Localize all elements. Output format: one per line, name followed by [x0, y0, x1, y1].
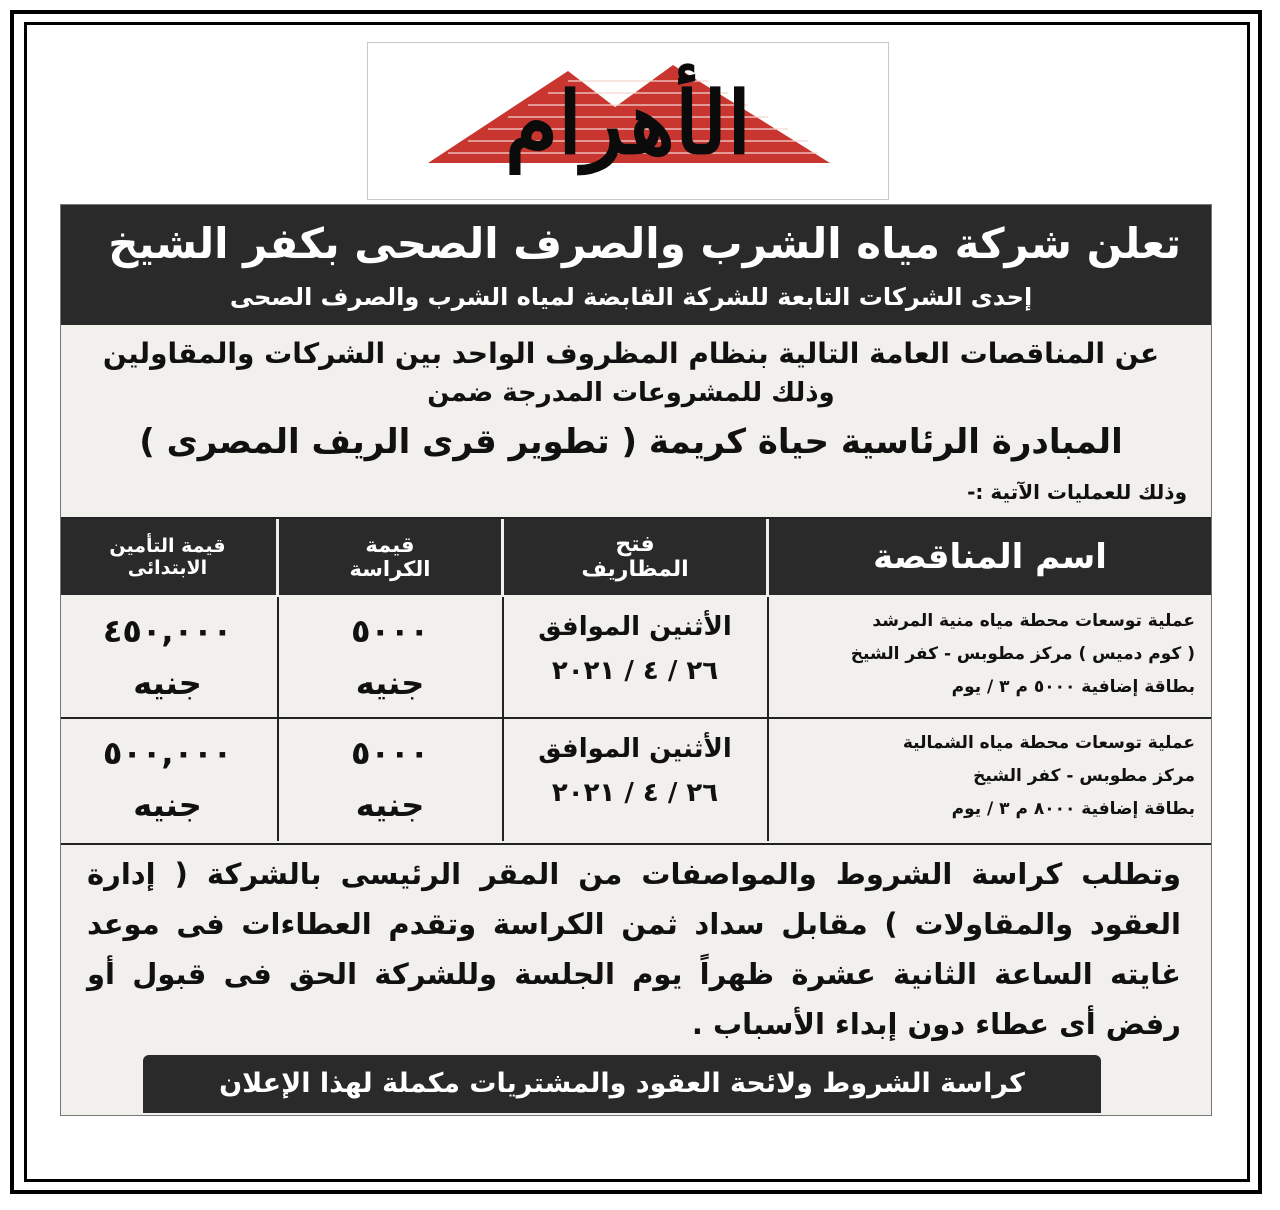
insurance-value — [59, 597, 276, 717]
tenders-table — [61, 517, 1211, 845]
insurance-currency: جنيه — [133, 664, 202, 702]
ad-subtitle: إحدى الشركات التابعة للشركة القابضة لمياه الشرب والصرف الصحى — [229, 283, 1033, 311]
header-booklet-value: قيمة الكراسة — [349, 533, 431, 581]
booklet-value — [279, 719, 501, 841]
table-row — [61, 719, 1211, 841]
intro-line-2: وذلك للمشروعات المدرجة ضمن — [427, 378, 835, 408]
intro-line-1: عن المناقصات العامة التالية بنظام المظروف الواحد بين الشركات والمقاولين — [102, 337, 1160, 370]
opening-date — [504, 719, 766, 841]
footer-band — [143, 1055, 1101, 1113]
booklet-currency: جنيه — [355, 664, 425, 702]
header-tender-name: اسم المناقصة — [873, 537, 1107, 577]
ad-title: تعلن شركة مياه الشرب والصرف الصحى بكفر الشيخ — [108, 219, 1181, 268]
tender-description — [835, 719, 1195, 841]
insurance-amount: ٥٠٠,٠٠٠ — [102, 734, 233, 772]
tender-advertisement — [60, 204, 1212, 1116]
tender-description-line: ( كوم دميس ) مركز مطوبس - كفر الشيخ — [850, 644, 1195, 664]
column-divider — [502, 597, 504, 717]
booklet-currency: جنيه — [355, 786, 425, 824]
booklet-amount: ٥٠٠٠ — [350, 734, 430, 772]
table-header — [61, 519, 1211, 595]
terms-paragraph: وتطلب كراسة الشروط والمواصفات من المقر الرئيسى بالشركة ( إدارة العقود والمقاولات ) مقابل سداد ثمن الكراسة وتقدم العطاءات فى موعد غايته الساعة الثانية عشرة ظهراً يوم الجلسة وللشركة الحق فى قبول أو رفض أى عطاء دون إبداء الأسباب . — [87, 857, 1181, 1041]
column-divider — [767, 597, 769, 717]
tender-description-line: بطاقة إضافية ٨٠٠٠ م ٣ / يوم — [951, 799, 1195, 819]
opening-date — [504, 597, 766, 717]
column-divider — [277, 597, 279, 717]
insurance-currency: جنيه — [133, 786, 202, 824]
tender-description — [835, 597, 1195, 717]
header-band — [61, 205, 1211, 325]
header-insurance-value: قيمة التأمين الابتدائى — [109, 535, 226, 579]
logo-wordmark: الأهرام — [504, 73, 752, 174]
tender-description-line: عملية توسعات محطة مياه الشمالية — [902, 733, 1195, 753]
table-row — [61, 597, 1211, 719]
tender-description-line: عملية توسعات محطة مياه منية المرشد — [872, 611, 1195, 631]
insurance-value — [59, 719, 276, 841]
newspaper-logo — [367, 42, 889, 200]
insurance-amount: ٤٥٠,٠٠٠ — [102, 612, 233, 650]
column-divider — [767, 719, 769, 841]
header-opening: فتح المظاريف — [581, 532, 689, 582]
operations-intro: وذلك للعمليات الآتية :- — [967, 480, 1187, 504]
booklet-value — [279, 597, 501, 717]
opening-day: الأثنين الموافق — [538, 612, 732, 642]
column-divider — [502, 719, 504, 841]
header-divider — [276, 519, 279, 595]
opening-day: الأثنين الموافق — [538, 734, 732, 764]
header-divider — [766, 519, 769, 595]
tender-description-line: مركز مطوبس - كفر الشيخ — [973, 766, 1195, 786]
opening-date-value: ٢٦ / ٤ / ٢٠٢١ — [551, 656, 719, 686]
footer-note: كراسة الشروط ولائحة العقود والمشتريات مكملة لهذا الإعلان — [219, 1068, 1025, 1099]
initiative-title: المبادرة الرئاسية حياة كريمة ( تطوير قرى الريف المصرى ) — [139, 422, 1123, 462]
column-divider — [277, 719, 279, 841]
header-divider — [501, 519, 504, 595]
tender-description-line: بطاقة إضافية ٥٠٠٠ م ٣ / يوم — [951, 677, 1195, 697]
opening-date-value: ٢٦ / ٤ / ٢٠٢١ — [551, 778, 719, 808]
booklet-amount: ٥٠٠٠ — [350, 612, 430, 650]
